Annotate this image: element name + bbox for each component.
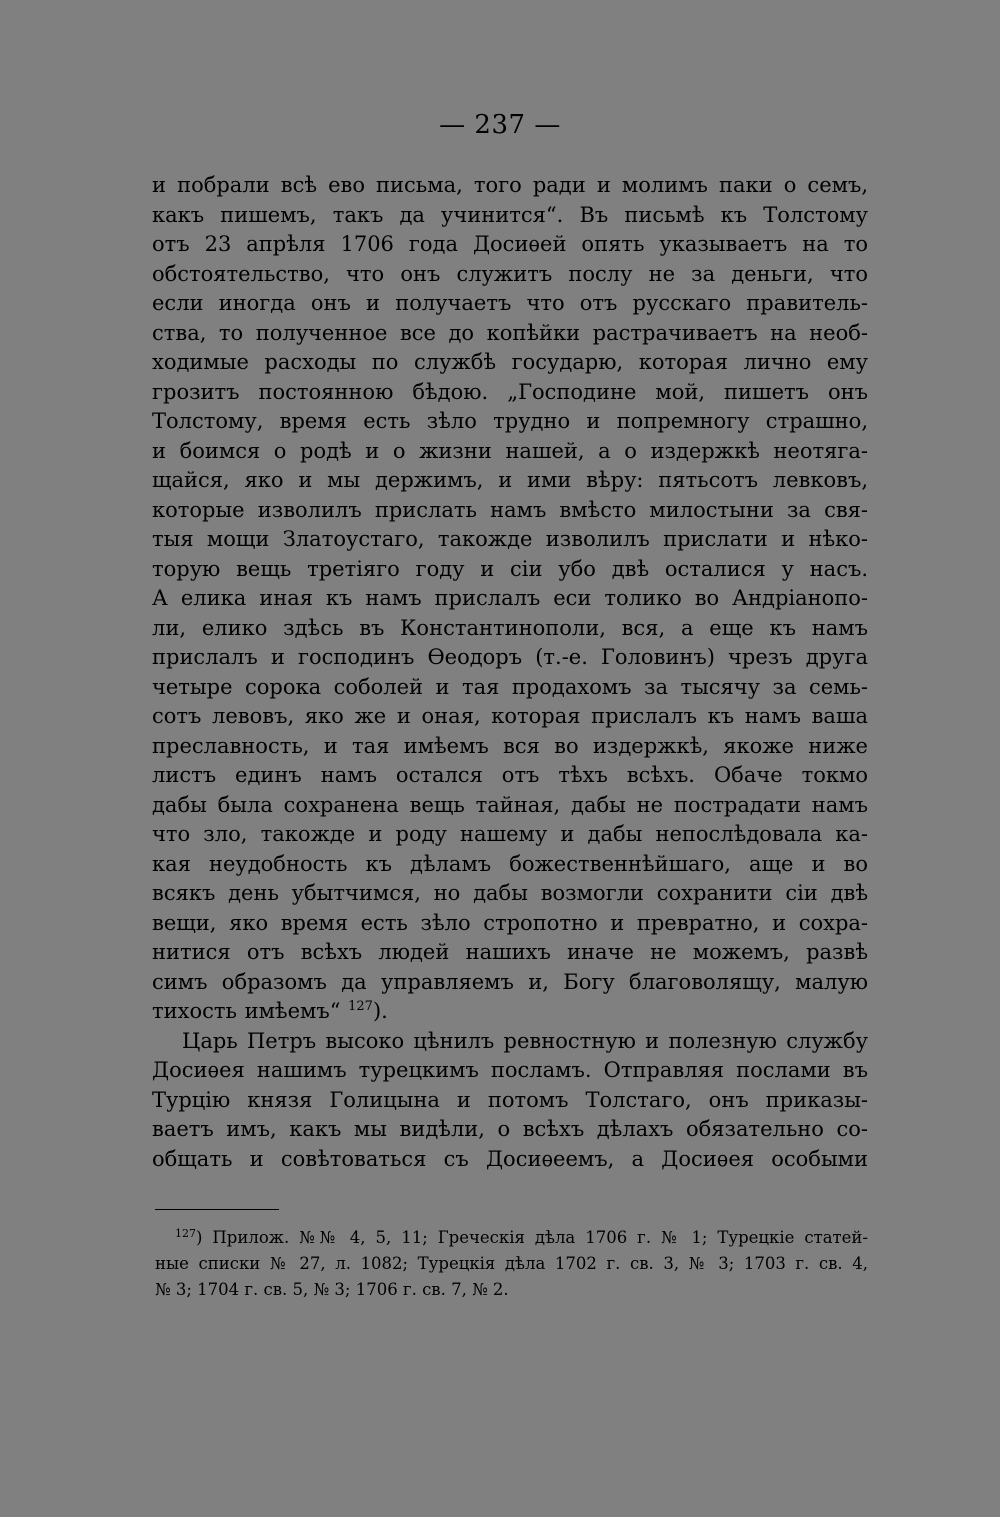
text-line: ли, елико здѣсь въ Константинополи, вся, а еще къ намъ [152, 615, 868, 640]
paragraph-line: Царь Петръ высоко цѣнилъ ревностную и полезную службу [182, 1028, 868, 1053]
footnote-number: 127 [175, 1227, 196, 1240]
footnote-line [155, 1225, 868, 1251]
footnote-text: ) Прилож. №№ 4, 5, 11; Греческiя дѣла 1706 г. № 1; Турецкiе статей- [196, 1228, 868, 1247]
text-line: ства, то полученное все до копѣйки растрачиваетъ на необ- [152, 320, 868, 345]
text-line: преславность, и тая имѣемъ вся во издержкѣ, якоже ниже [152, 733, 868, 758]
text-line: что зло, такожде и роду нашему и дабы непослѣдовала ка- [152, 822, 868, 846]
footnote-line: № 3; 1704 г. св. 5, № 3; 1706 г. св. 7, № 2. [155, 1280, 509, 1299]
text-line: отъ 23 апрѣля 1706 года Досиѳей опять указываетъ на то [152, 232, 868, 256]
text-line: торую вещь третiяго году и сiи убо двѣ осталися у насъ. [152, 556, 868, 581]
text-line: всякъ день убытчимся, но дабы возмогли сохранити сiи двѣ [152, 881, 868, 905]
text-line: нитися отъ всѣхъ людей нашихъ иначе не можемъ, развѣ [152, 940, 868, 964]
main-text [152, 171, 868, 1174]
footnote-divider [155, 1209, 279, 1210]
text-line: тыя мощи Златоустаго, такожде изволилъ прислати и нѣко- [152, 527, 868, 551]
footnote-block [155, 1225, 868, 1303]
page-number: — 237 — [439, 110, 561, 140]
text-line: Толстому, время есть зѣло трудно и попремногу страшно, [152, 409, 868, 433]
text-line: листъ единъ намъ остался отъ тѣхъ всѣхъ. Обаче токмо [152, 763, 868, 787]
text-line: ходимые расходы по службѣ государю, которая лично ему [152, 350, 868, 374]
text-line: и побрали всѣ ево письма, того ради и молимъ паки о семъ, [152, 173, 868, 197]
paragraph-line: Досиѳея нашимъ турецкимъ посламъ. Отправляя послами въ [152, 1058, 868, 1082]
paragraph-line: общать и совѣтоваться съ Досиѳеемъ, а Досиѳея особыми [152, 1146, 868, 1171]
paragraph-line: ваетъ имъ, какъ мы видѣли, о всѣхъ дѣлахъ обязательно со- [152, 1117, 868, 1141]
text-line: кая неудобность къ дѣламъ божественнѣйшаго, аще и во [152, 851, 868, 876]
text-line: щайся, яко и мы держимъ, и ими вѣру: пятьсотъ левковъ, [152, 468, 868, 492]
closing-quote-text: тихость имѣемъ“ [152, 999, 341, 1023]
text-line: сотъ левовъ, яко же и оная, которая прислалъ къ намъ ваша [152, 704, 868, 728]
text-line: дабы была сохранена вещь тайная, дабы не пострадати намъ [152, 792, 868, 817]
text-line: которые изволилъ прислать намъ вмѣсто милостыни за свя- [152, 497, 868, 522]
text-line: и боимся о родѣ и о жизни нашей, а о издержкѣ неотяга- [152, 438, 868, 463]
text-line: обстоятельство, что онъ служитъ послу не за деньги, что [152, 261, 868, 286]
text-line: А елика иная къ намъ прислалъ еси толико во Андрiанопо- [152, 586, 868, 610]
text-line: симъ образомъ да управляемъ и, Богу благоволящу, малую [152, 969, 868, 994]
text-line: прислалъ и господинъ Ѳеодоръ (т.-е. Головинъ) чрезъ друга [152, 645, 868, 669]
text-line: если иногда онъ и получаетъ что отъ русскаго правитель- [152, 291, 868, 315]
text-line: четыре сорока соболей и тая продахомъ за тысячу за семь- [152, 674, 868, 699]
text-line: вещи, яко время есть зѣло стропотно и превратно, и сохра- [152, 910, 868, 935]
paragraph-line: Турцiю князя Голицына и потомъ Толстаго, онъ приказы- [152, 1087, 868, 1112]
text-line: какъ пишемъ, такъ да учинится“. Въ письмѣ къ Толстому [152, 202, 868, 227]
text-line: грозитъ постоянною бѣдою. „Господине мой, пишетъ онъ [152, 379, 868, 404]
text-line-closing [152, 997, 868, 1027]
footnote-line: ные списки № 27, л. 1082; Турецкiя дѣла 1702 г. св. 3, № 3; 1703 г. св. 4, [155, 1254, 868, 1273]
closing-punctuation: ). [372, 999, 388, 1023]
footnote-reference: 127 [348, 999, 373, 1014]
